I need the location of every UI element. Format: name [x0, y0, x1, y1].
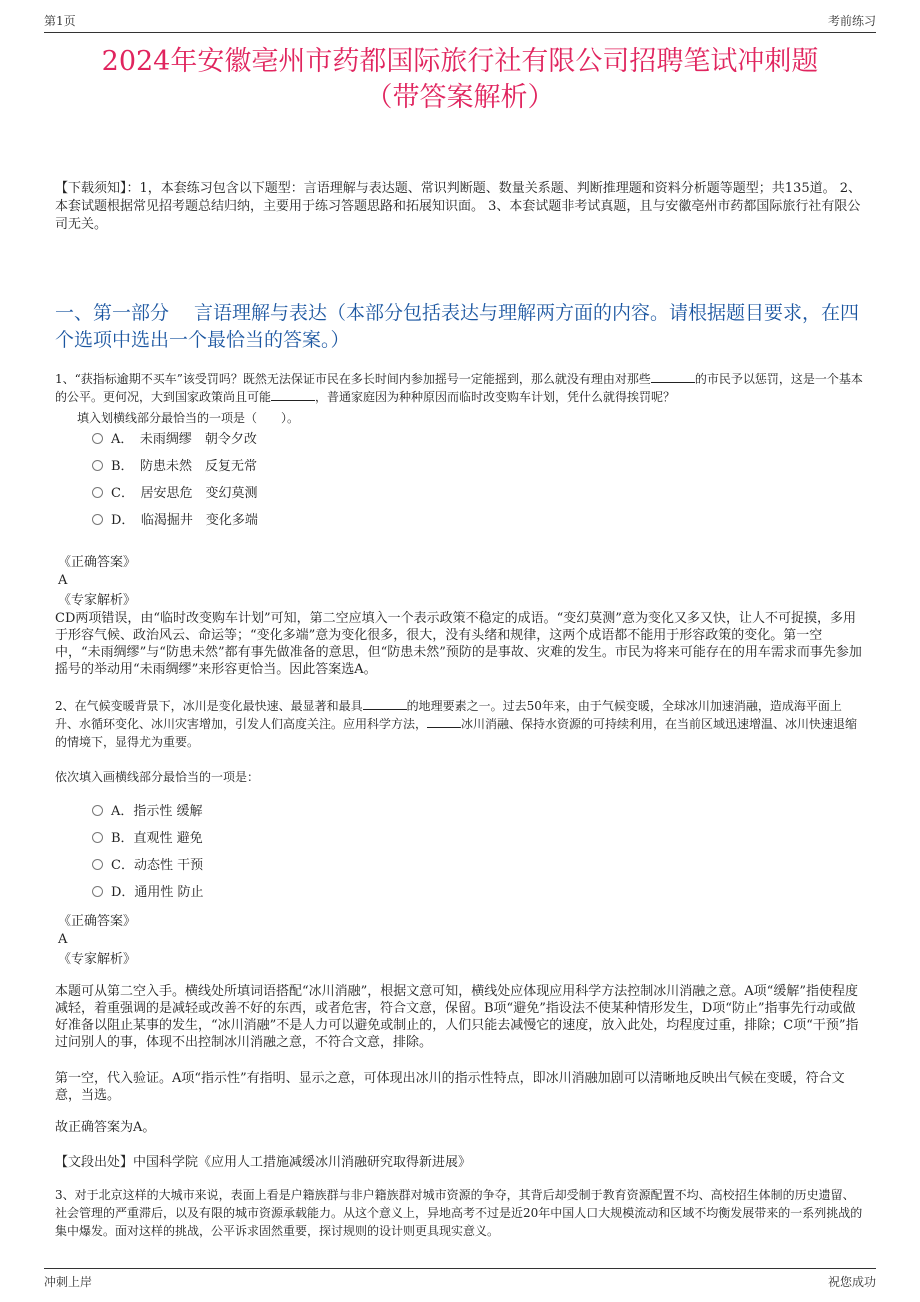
- q1-option-d[interactable]: [92, 512, 258, 530]
- header-tag: 考前练习: [827, 14, 876, 28]
- fill-blank: [651, 372, 695, 383]
- q2-analysis-p1: 本题可从第二空入手。横线处所填词语搭配“冰川消融”，根据文意可知，横线处应体现应用科学方法控制冰川消融之意。A项“缓解”指使程度减轻，着重强调的是减轻或改善不好的东西，或者危害，符合文意，保留。B项“避免”指设法不使某种情形发生，D项“防止”指事先行动或做好准备以阻止某事的发生，“冰川消融”不是人力可以避免或制止的，人们只能去减慢它的速度，放入此处，均程度过重，排除；C项“干预”指过问别人的事，体现不出控制冰川消融之意，不符合文意，排除。: [55, 984, 859, 1050]
- q1-option-b[interactable]: [92, 458, 257, 476]
- q2-answer: A: [58, 932, 68, 947]
- fill-blank: [363, 699, 407, 710]
- radio-icon[interactable]: [92, 886, 103, 897]
- radio-icon[interactable]: [92, 859, 103, 870]
- radio-icon[interactable]: [92, 487, 103, 498]
- page-header: [44, 10, 876, 33]
- radio-icon[interactable]: [92, 433, 103, 444]
- q2-stem-part-a: 2、在气候变暖背景下，冰川是变化最快速、最显著和最具: [55, 699, 363, 713]
- q2-option-d[interactable]: [92, 884, 204, 902]
- document-title: [40, 44, 880, 116]
- radio-icon[interactable]: [92, 805, 103, 816]
- q1-option-c[interactable]: [92, 485, 257, 503]
- q1-answer: A: [58, 573, 68, 588]
- footer-left: 冲刺上岸: [44, 1275, 93, 1289]
- fill-blank: [271, 390, 315, 401]
- section-heading: 一、第一部分 言语理解与表达（本部分包括表达与理解两方面的内容。请根据题目要求，在四个选项中选出一个最恰当的答案。）: [55, 302, 860, 351]
- q2-prompt: 依次填入画横线部分最恰当的一项是：: [55, 770, 260, 784]
- question-1-stem: [55, 370, 865, 406]
- q2-option-b[interactable]: [92, 830, 203, 848]
- option-label: A． 未雨绸缪 朝令夕改: [111, 432, 257, 447]
- q2-analysis-label: 《专家解析》: [58, 952, 137, 967]
- q1-stem-part-a: 1、“获指标逾期不买车”该受罚吗？既然无法保证市民在多长时间内参加摇号一定能摇到，那么就没有理由对那些: [55, 372, 651, 386]
- page-number: 第1页: [44, 14, 76, 28]
- q2-source: 【文段出处】中国科学院《应用人工措施减缓冰川消融研究取得新进展》: [55, 1155, 472, 1170]
- footer-right: 祝您成功: [827, 1275, 876, 1289]
- title-line-2: （带答案解析）: [365, 82, 555, 113]
- page-footer: [44, 1268, 876, 1287]
- option-label: C．动态性 干预: [111, 858, 204, 873]
- q1-prompt: 填入划横线部分最恰当的一项是（ ）。: [77, 411, 300, 425]
- option-label: A．指示性 缓解: [111, 804, 203, 819]
- q2-analysis-p3: 故正确答案为A。: [55, 1120, 156, 1135]
- option-label: D．通用性 防止: [111, 885, 204, 900]
- option-label: B．直观性 避免: [111, 831, 203, 846]
- q2-analysis-p2: 第一空，代入验证。A项“指示性”有指明、显示之意，可体现出冰川的指示性特点，即冰川消融加剧可以清晰地反映出气候在变暖，符合文意，当选。: [55, 1071, 845, 1103]
- q2-stem-part-c: 冰川消融、保持水资源的可持续利用，在当前区域迅速增温、冰川快速退缩的情境下，显得尤为重要。: [55, 717, 858, 749]
- q2-option-c[interactable]: [92, 857, 203, 875]
- question-3-stem: 3、对于北京这样的大城市来说，表面上看是户籍族群与非户籍族群对城市资源的争夺，其背后却受制于教育资源配置不均、高校招生体制的历史遗留、社会管理的严重滞后，以及有限的城市资源承载能力。从这个意义上，异地高考不过是近20年中国人口大规模流动和区域不均衡发展带来的一系列挑战的集中爆发。面对这样的挑战，公平诉求固然重要，探讨规则的设计则更具现实意义。: [55, 1188, 863, 1238]
- q1-analysis-label: 《专家解析》: [58, 593, 137, 608]
- radio-icon[interactable]: [92, 832, 103, 843]
- q1-stem-part-c: ，普通家庭因为种种原因而临时改变购车计划，凭什么就得挨罚呢？: [315, 390, 676, 404]
- q1-analysis: CD两项错误，由“临时改变购车计划”可知，第二空应填入一个表示政策不稳定的成语。“变幻莫测”意为变化又多又快，让人不可捉摸，多用于形容气候、政治风云、命运等；“变化多端”意为变化很多，很大，没有头绪和规律，这两个成语都不能用于形容政策的变化。第一空中，“未雨绸缪”与“防患未然”都有事先做准备的意思，但“防患未然”预防的是事故、灾难的发生。市民为将来可能存在的用车需求而事先参加摇号的举动用“未雨绸缪”来形容更恰当。因此答案选A。: [55, 611, 862, 677]
- download-notice: 【下载须知】：1，本套练习包含以下题型：言语理解与表达题、常识判断题、数量关系题、判断推理题和资料分析题等题型；共135道。 2、本套试题根据常见招考题总结归纳，主要用于练习答题思路和拓展知识面。 3、本套试题非考试真题，且与安徽亳州市药都国际旅行社有限公司无关。: [55, 181, 861, 232]
- option-label: B． 防患未然 反复无常: [111, 459, 258, 474]
- q1-stem-part-b: 的市民予以惩罚，这是一个基本的公平。更何况，大到国家政策尚且可能: [55, 372, 863, 404]
- fill-blank: [427, 717, 461, 728]
- q2-answer-label: 《正确答案》: [58, 914, 137, 929]
- q1-answer-label: 《正确答案》: [58, 555, 137, 570]
- q2-stem-part-b: 的地理要素之一。过去50年来，由于气候变暖，全球冰川加速消融，造成海平面上升、水循环变化、冰川灾害增加，引发人们高度关注。应用科学方法，: [55, 699, 842, 731]
- radio-icon[interactable]: [92, 514, 103, 525]
- option-label: C． 居安思危 变幻莫测: [111, 486, 258, 501]
- radio-icon[interactable]: [92, 460, 103, 471]
- question-2-stem: [55, 697, 865, 751]
- q1-option-a[interactable]: [92, 431, 257, 449]
- option-label: D． 临渴掘井 变化多端: [111, 513, 258, 528]
- title-line-1: 2024年安徽亳州市药都国际旅行社有限公司招聘笔试冲刺题: [101, 46, 819, 77]
- q2-option-a[interactable]: [92, 803, 203, 821]
